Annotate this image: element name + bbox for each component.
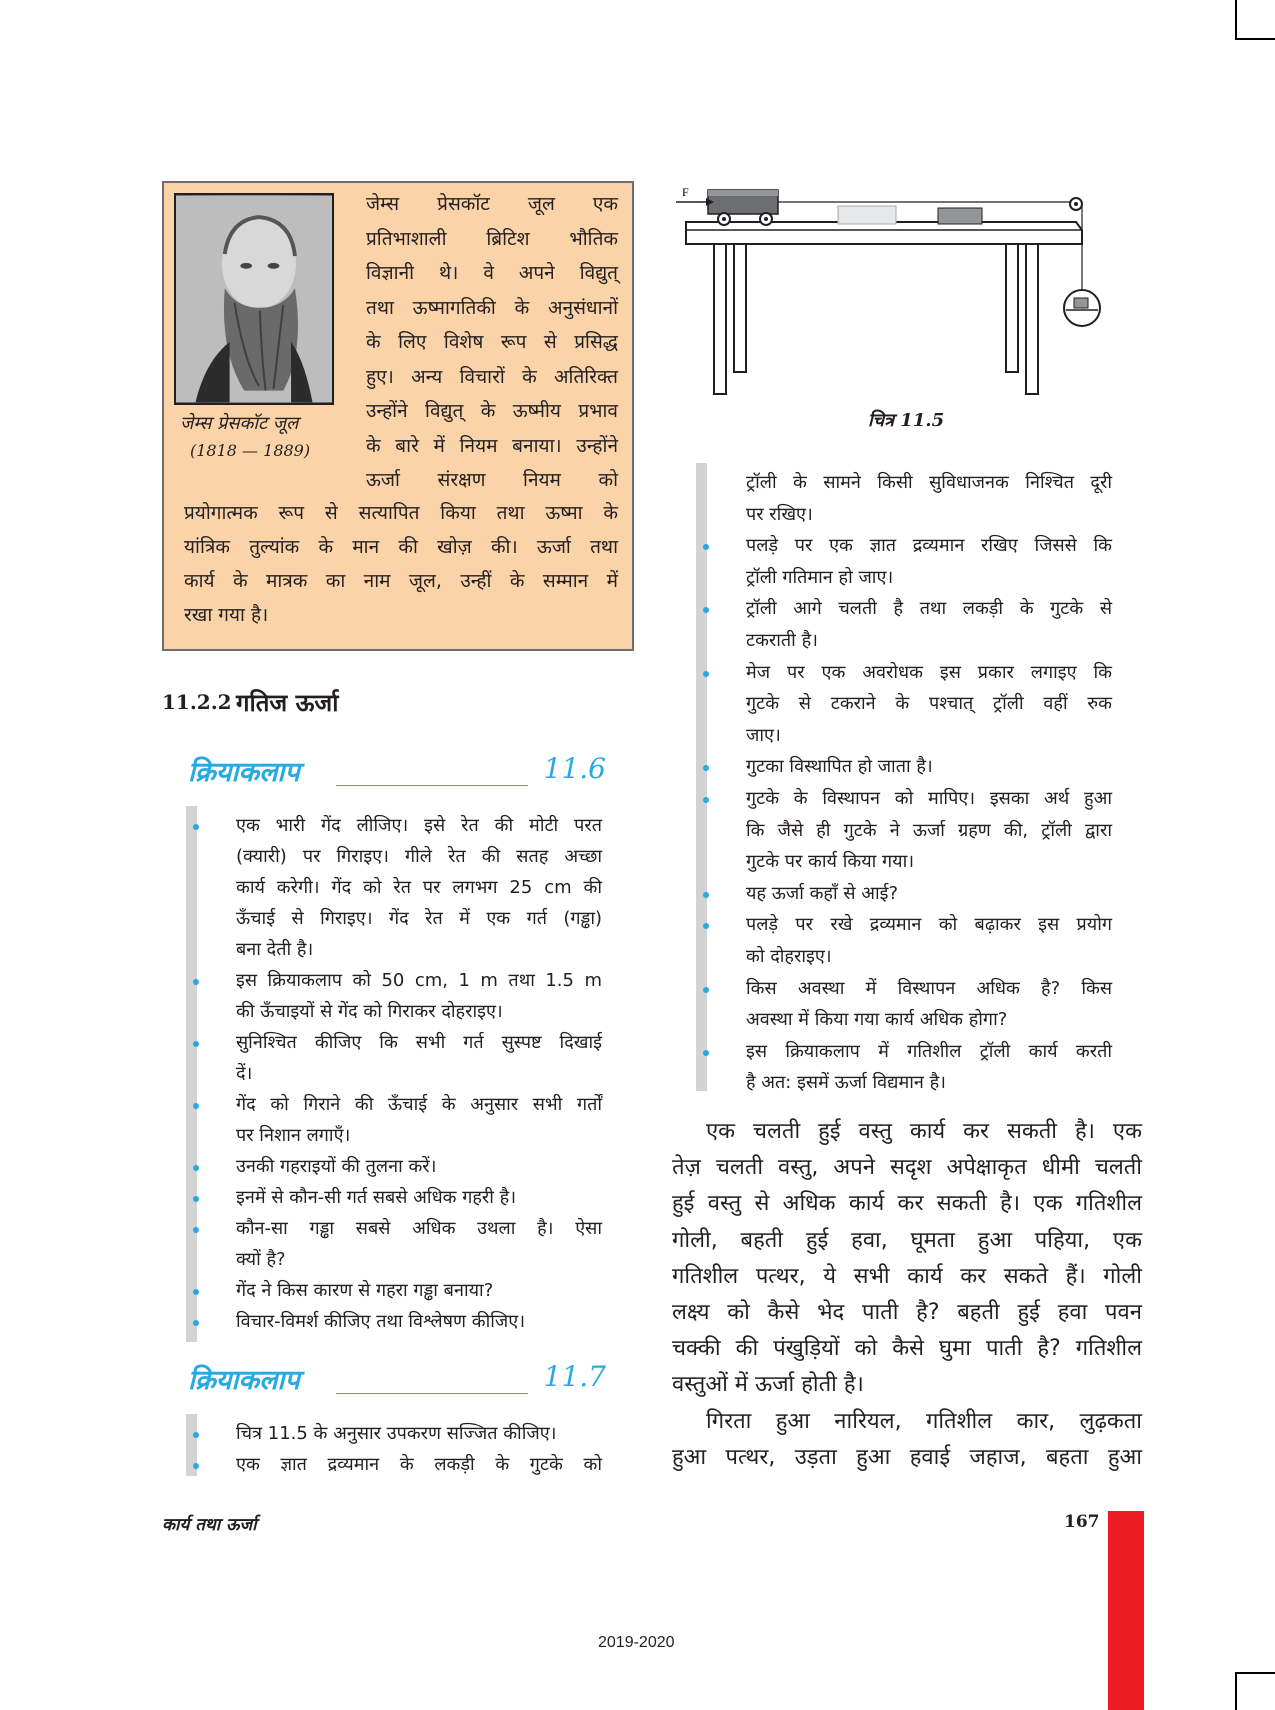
bullet-icon (703, 671, 709, 677)
activity-step-line: क्यों है? (236, 1249, 286, 1270)
activity-step-line: गुटके से टकराने के पश्चात् ट्रॉली वहीं रुक (746, 693, 1112, 715)
crop-mark-bottom-right (1235, 1672, 1275, 1710)
bullet-icon (193, 1289, 199, 1295)
activity-step-line: किस अवस्था में विस्थापन अधिक है? किस (746, 977, 1112, 999)
bio-text-line: यांत्रिक तुल्यांक के मान की खोज़ की। ऊर्जा तथा (184, 536, 618, 558)
bio-text-line: रखा गया है। (184, 604, 269, 626)
activity-step-line: पलड़े पर एक ज्ञात द्रव्यमान रखिए जिससे कि (746, 535, 1112, 557)
activity-step-line: कि जैसे ही गुटके ने ऊर्जा ग्रहण की, ट्रॉली द्वारा (746, 819, 1112, 841)
activity-step-line: गुटके के विस्थापन को मापिए। इसका अर्थ हुआ (746, 788, 1112, 809)
activity-list-11-7-continued (696, 463, 1116, 1094)
activity-step-line: गुटके पर कार्य किया गया। (746, 851, 915, 873)
bullet-icon (703, 607, 709, 613)
activity-step-line: यह ऊर्जा कहाँ से आई? (746, 882, 899, 904)
bullet-icon (193, 1432, 199, 1438)
bullet-icon (703, 923, 709, 929)
biography-box (162, 181, 634, 651)
figure-trolley-apparatus (676, 182, 1126, 402)
body-text-line: लक्ष्य को कैसे भेद पाती है? बहती हुई हवा पवन (672, 1300, 1142, 1325)
bio-text-line: कार्य के मात्रक का नाम जूल, उन्हीं के सम्मान में (184, 570, 618, 592)
activity-label: क्रियाकलाप (188, 1365, 300, 1396)
activity-heading-11-6 (188, 752, 606, 792)
activity-step-line: गेंद को गिराने की ऊँचाई के अनुसार सभी गर्तों (236, 1094, 602, 1115)
bullet-icon (193, 1320, 199, 1326)
bio-text-line: जेम्स प्रेसकॉट जूल एक (366, 193, 618, 215)
bullet-icon (193, 824, 199, 830)
activity-rule (336, 1393, 528, 1394)
activity-step-line: विचार-विमर्श कीजिए तथा विश्लेषण कीजिए। (236, 1311, 526, 1332)
activity-list-11-6 (186, 806, 606, 1342)
body-text-line: एक चलती हुई वस्तु कार्य कर सकती है। एक (706, 1119, 1142, 1144)
activity-step-line: कार्य करेगी। गेंद को रेत पर लगभग 25 cm की (236, 877, 602, 898)
body-text-line: चक्की की पंखुड़ियों को कैसे घुमा पाती है? गतिशील (672, 1336, 1142, 1362)
activity-step-line: जाए। (746, 724, 781, 746)
activity-step-line: ट्रॉली आगे चलती है तथा लकड़ी के गुटके से (746, 598, 1112, 620)
activity-step-line: सुनिश्चित कीजिए कि सभी गर्त सुस्पष्ट दिखाई (236, 1032, 602, 1053)
bio-text-line: प्रतिभाशाली ब्रिटिश भौतिक (366, 227, 618, 250)
activity-label: क्रियाकलाप (188, 757, 300, 788)
activity-step-line: ट्रॉली के सामने किसी सुविधाजनक निश्चित दूरी (746, 472, 1112, 493)
bullet-icon (703, 544, 709, 550)
activity-heading-11-7 (188, 1360, 606, 1400)
activity-step-line: (क्यारी) पर गिराइए। गीले रेत की सतह अच्छा (236, 846, 602, 867)
figure-caption: चित्र 11.5 (868, 410, 945, 431)
section-title: गतिज ऊर्जा (236, 689, 339, 717)
activity-number: 11.6 (543, 752, 606, 785)
activity-step-line: बना देती है। (236, 939, 314, 960)
activity-step-line: उनकी गहराइयों की तुलना करें। (236, 1156, 437, 1177)
bullet-icon (193, 979, 199, 985)
activity-step-line: इस क्रियाकलाप में गतिशील ट्रॉली कार्य करती (746, 1040, 1112, 1062)
body-text-line: गोली, बहती हुई हवा, घूमता हुआ पहिया, एक (672, 1227, 1142, 1253)
activity-step-line: पर निशान लगाएँ। (236, 1125, 351, 1146)
body-text-line: हुई वस्तु से अधिक कार्य कर सकती है। एक गतिशील (672, 1191, 1142, 1217)
body-text-line: हुआ पत्थर, उड़ता हुआ हवाई जहाज, बहता हुआ (672, 1444, 1142, 1470)
activity-step-line: ट्रॉली गतिमान हो जाए। (746, 566, 894, 588)
activity-step-line: ऊँचाई से गिराइए। गेंद रेत में एक गर्त (गड्ढा) (236, 908, 602, 929)
crop-mark-top-right (1235, 0, 1275, 40)
activity-step-line: चित्र 11.5 के अनुसार उपकरण सज्जित कीजिए। (236, 1423, 557, 1444)
bullet-icon (193, 1041, 199, 1047)
footer-chapter-title: कार्य तथा ऊर्जा (162, 1515, 257, 1535)
activity-step-line: इनमें से कौन-सी गर्त सबसे अधिक गहरी है। (236, 1187, 517, 1208)
body-text-line: वस्तुओं में ऊर्जा होती है। (672, 1372, 864, 1398)
activity-step-line: गेंद ने किस कारण से गहरा गड्ढा बनाया? (236, 1280, 494, 1301)
activity-step-line: गुटका विस्थापित हो जाता है। (746, 756, 933, 778)
bio-text-line: के लिए विशेष रूप से प्रसिद्ध (366, 331, 618, 353)
activity-step-line: टकराती है। (746, 630, 818, 651)
bio-text-line: तथा ऊष्मागतिकी के अनुसंधानों (366, 296, 618, 319)
bullet-icon (703, 1050, 709, 1056)
activity-rule (336, 785, 528, 786)
bullet-icon (703, 987, 709, 993)
year-stamp: 2019-2020 (598, 1634, 675, 1651)
bullet-icon (193, 1165, 199, 1171)
bullet-icon (193, 1196, 199, 1202)
page-tab-bar (1108, 1511, 1144, 1710)
portrait-caption-years: (1818 — 1889) (190, 441, 311, 460)
activity-step-line: की ऊँचाइयों से गेंद को गिराकर दोहराइए। (236, 1001, 503, 1022)
body-text-line: तेज़ चलती वस्तु, अपने सदृश अपेक्षाकृत धीमी चलती (672, 1155, 1142, 1181)
activity-step-line: इस क्रियाकलाप को 50 cm, 1 m तथा 1.5 m (236, 970, 602, 991)
section-number: 11.2.2 (162, 690, 232, 714)
activity-step-line: अवस्था में किया गया कार्य अधिक होगा? (746, 1009, 1008, 1031)
joule-portrait (174, 193, 334, 405)
bullet-icon (193, 1103, 199, 1109)
activity-sidebar (696, 463, 707, 1091)
bullet-icon (703, 797, 709, 803)
activity-number: 11.7 (543, 1360, 606, 1393)
bullet-icon (703, 765, 709, 771)
activity-list-11-7 (186, 1414, 606, 1476)
activity-step-line: एक भारी गेंद लीजिए। इसे रेत की मोटी परत (236, 815, 602, 836)
activity-step-line: कौन-सा गड्ढा सबसे अधिक उथला है। ऐसा (236, 1218, 602, 1239)
bio-text-line: प्रयोगात्मक रूप से सत्यापित किया तथा ऊष्मा के (184, 502, 618, 524)
bio-text-line: के बारे में नियम बनाया। उन्होंने (366, 434, 618, 457)
body-text-line: गतिशील पत्थर, ये सभी कार्य कर सकते हैं। गोली (672, 1263, 1142, 1289)
bio-text-line: हुए। अन्य विचारों के अतिरिक्त (366, 365, 618, 388)
bio-text-line: विज्ञानी थे। वे अपने विद्युत् (366, 262, 618, 284)
activity-step-line: पर रखिए। (746, 503, 813, 525)
activity-step-line: मेज पर एक अवरोधक इस प्रकार लगाइए कि (746, 661, 1112, 683)
bullet-icon (193, 1463, 199, 1469)
activity-step-line: पलड़े पर रखे द्रव्यमान को बढ़ाकर इस प्रयोग (746, 914, 1112, 936)
portrait-caption-name: जेम्स प्रेसकॉट जूल (180, 413, 299, 434)
bio-text-line: उन्होंने विद्युत् के ऊष्मीय प्रभाव (366, 400, 618, 422)
activity-step-line: को दोहराइए। (746, 946, 832, 967)
activity-step-line: है अत: इसमें ऊर्जा विद्यमान है। (746, 1072, 946, 1094)
bio-text-line: ऊर्जा संरक्षण नियम को (366, 469, 618, 491)
portrait-image (176, 195, 332, 403)
bullet-icon (703, 892, 709, 898)
trolley-diagram (676, 182, 1126, 402)
activity-sidebar (186, 806, 197, 1342)
page-number: 167 (1064, 1512, 1100, 1532)
activity-step-line: दें। (236, 1063, 253, 1084)
force-label: F (682, 185, 689, 199)
bullet-icon (193, 1227, 199, 1233)
body-text-line: गिरता हुआ नारियल, गतिशील कार, लुढ़कता (706, 1408, 1142, 1434)
activity-step-line: एक ज्ञात द्रव्यमान के लकड़ी के गुटके को (236, 1454, 602, 1475)
